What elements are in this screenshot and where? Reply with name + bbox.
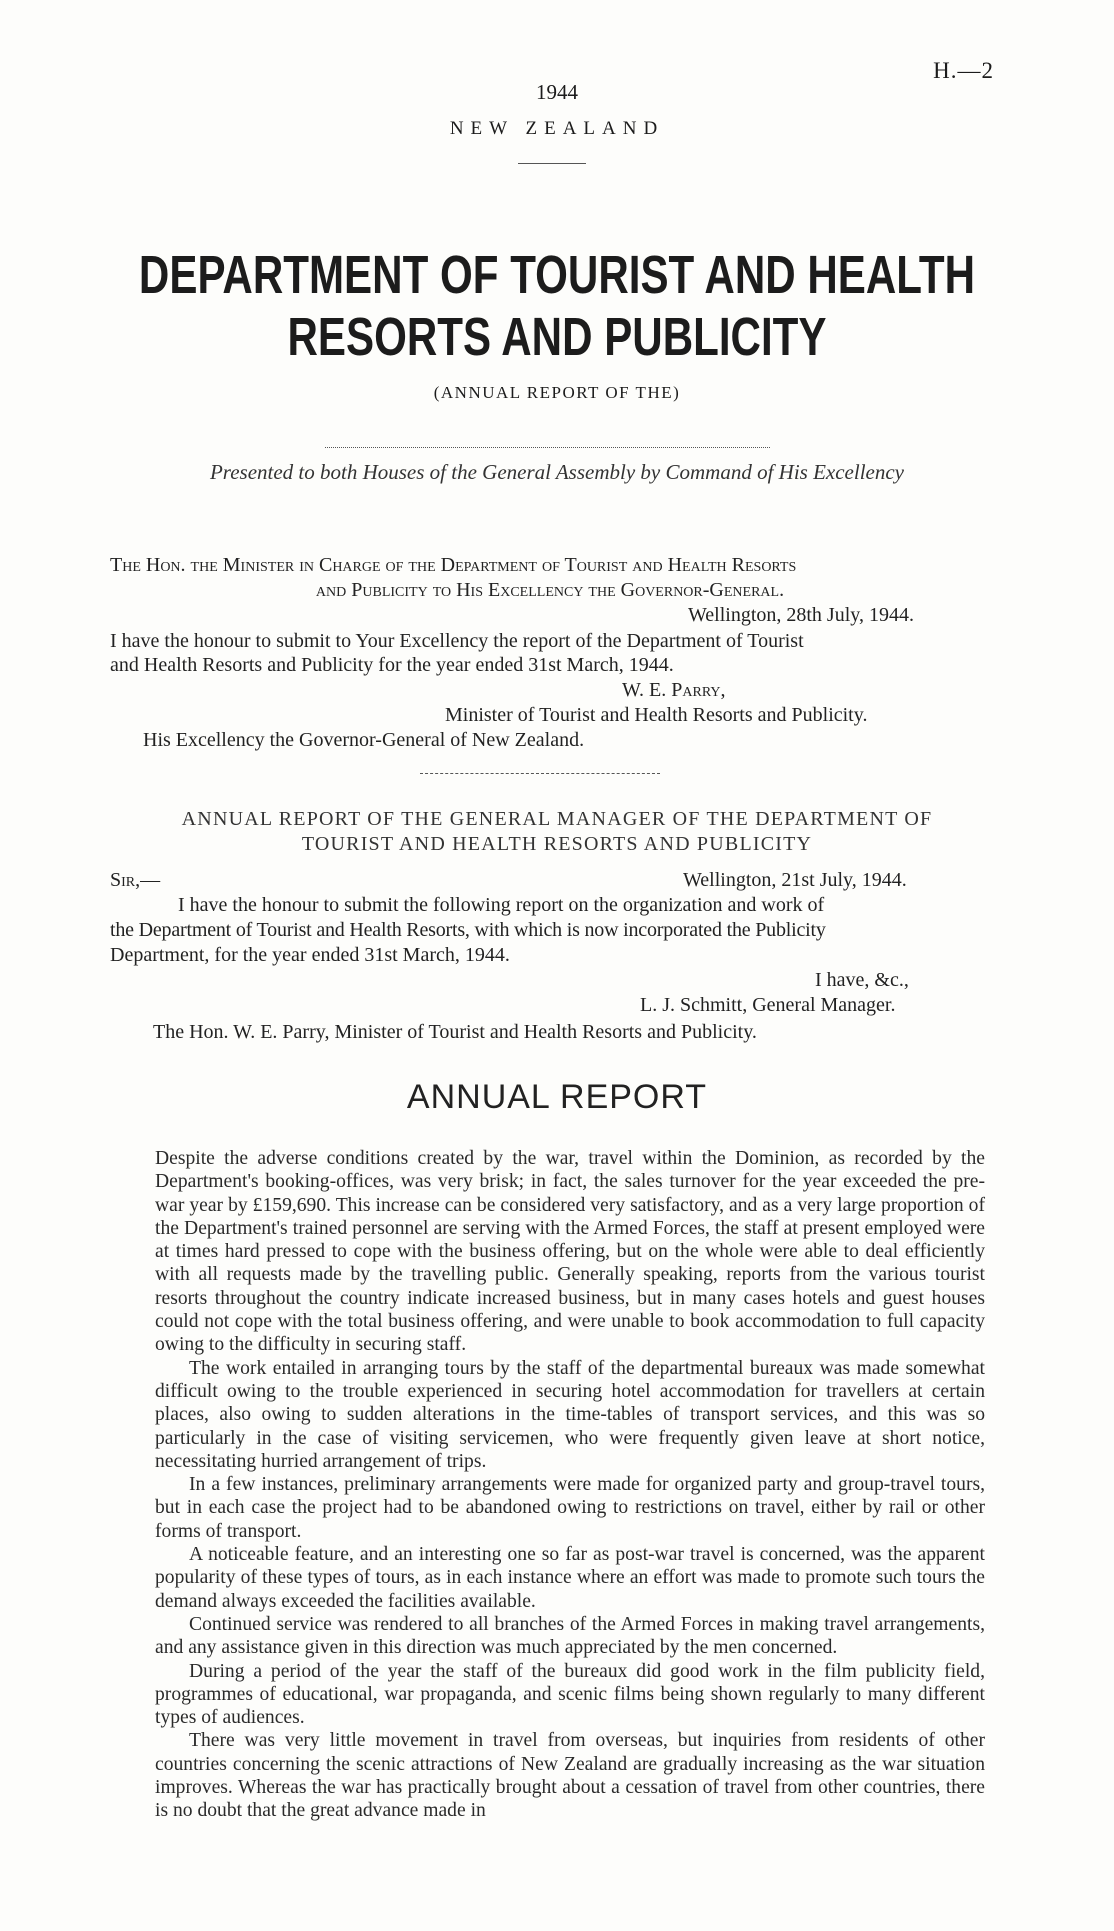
title-divider: [325, 447, 770, 448]
country-name: NEW ZEALAND: [449, 118, 665, 139]
minister-letter-body-2: and Health Resorts and Publicity for the year ended 31st March, 1944.: [110, 654, 674, 676]
title-line-1: DEPARTMENT OF TOURIST AND HEALTH: [138, 245, 976, 305]
gm-letter-recipient: The Hon. W. E. Parry, Minister of Tourist and Health Resorts and Publicity.: [153, 1021, 757, 1043]
report-paragraph-2: The work entailed in arranging tours by the staff of the departmental bureaux was made somewhat difficult owing to the trouble experienced in securing hotel accommodation for travellers at certain places, also owing to sudden alterations in the time-tables of transport services, and this was so particularly in the case of visiting servicemen, who were frequently given leave at short notice, necessitating hurried arrangement of trips.: [155, 1357, 985, 1472]
report-reference: H.—2: [933, 58, 994, 83]
report-paragraph-7: There was very little movement in travel from overseas, but inquiries from residents of other countries concerning the scenic attractions of New Zealand are gradually increasing as the war situation improves. Whereas the war has practically brought about a cessation of travel from other countries, there is no doubt that the great advance made in: [155, 1730, 985, 1822]
minister-letter-body-1: I have the honour to submit to Your Excellency the report of the Department of Tourist: [110, 630, 804, 652]
gm-letter-body-1: I have the honour to submit the following report on the organization and work of: [178, 894, 825, 916]
gm-letter-body-2: the Department of Tourist and Health Resorts, with which is now incorporated the Publicity: [110, 919, 826, 941]
gm-closing: I have, &c.,: [815, 969, 909, 991]
gm-letter-body-3: Department, for the year ended 31st March, 1944.: [110, 944, 510, 966]
report-paragraph-1: Despite the adverse conditions created by the war, travel within the Dominion, as recorded by the Department's booking-offices, was very brisk; in fact, the sales turnover for the year exceeded the pre-war year by £159,690. This increase can be considered very satisfactory, and as a very large proportion of the Department's trained personnel are serving with the Armed Forces, the staff at present employed were at times hard pressed to cope with the business offering, but on the whole were able to deal efficiently with all requests made by the travelling public. Generally speaking, reports from the various tourist resorts throughout the country indicate increased business, but in many cases hotels and guest houses could not cope with the total business offering, and were unable to book accommodation to full capacity owing to the difficulty in securing staff.: [155, 1148, 985, 1356]
header-divider: [518, 163, 586, 164]
minister-signature: W. E. Parry,: [622, 679, 726, 701]
minister-letter-recipient: His Excellency the Governor-General of New Zealand.: [143, 729, 585, 751]
report-year: 1944: [536, 80, 578, 104]
annual-report-heading: ANNUAL REPORT: [406, 1078, 708, 1116]
gm-report-title-line-1: ANNUAL REPORT OF THE GENERAL MANAGER OF THE DEPARTMENT OF: [181, 808, 933, 830]
gm-letter-date: Wellington, 21st July, 1944.: [683, 869, 907, 891]
minister-address-line-1: [110, 553, 990, 577]
title-line-2: RESORTS AND PUBLICITY: [287, 307, 827, 367]
gm-report-title-line-2: TOURIST AND HEALTH RESORTS AND PUBLICITY: [301, 833, 813, 855]
title-subtitle: (ANNUAL REPORT OF THE): [433, 383, 681, 402]
gm-signature: L. J. Schmitt, General Manager.: [640, 994, 896, 1016]
presented-line: Presented to both Houses of the General Assembly by Command of His Excellency: [209, 460, 904, 484]
letter-divider: [420, 773, 660, 774]
report-paragraph-5: Continued service was rendered to all branches of the Armed Forces in making travel arrangements, and any assistance given in this direction was much appreciated by the men concerned.: [155, 1613, 985, 1659]
report-paragraph-3: In a few instances, preliminary arrangements were made for organized party and group-travel tours, but in each case the project had to be abandoned owing to restrictions on travel, either by rail or other forms of transport.: [155, 1474, 985, 1542]
report-paragraph-4: A noticeable feature, and an interesting one so far as post-war travel is concerned, was the apparent popularity of these types of tours, as in each instance where an effort was made to promote such tours the demand always exceeded the facilities available.: [155, 1544, 985, 1612]
gm-salutation: Sir,—: [110, 869, 161, 891]
minister-address-text: The Hon. the Minister in Charge of the Department of Tourist and Health Resorts: [110, 554, 797, 576]
minister-letter-date: Wellington, 28th July, 1944.: [688, 604, 914, 626]
minister-address-line-2: and Publicity to His Excellency the Governor-General.: [315, 579, 785, 601]
annual-report-body: [155, 1147, 985, 1823]
minister-signature-title: Minister of Tourist and Health Resorts and Publicity.: [445, 704, 868, 726]
report-paragraph-6: During a period of the year the staff of the bureaux did good work in the film publicity field, programmes of educational, war propaganda, and scenic films being shown regularly to many different types of audiences.: [155, 1660, 985, 1729]
